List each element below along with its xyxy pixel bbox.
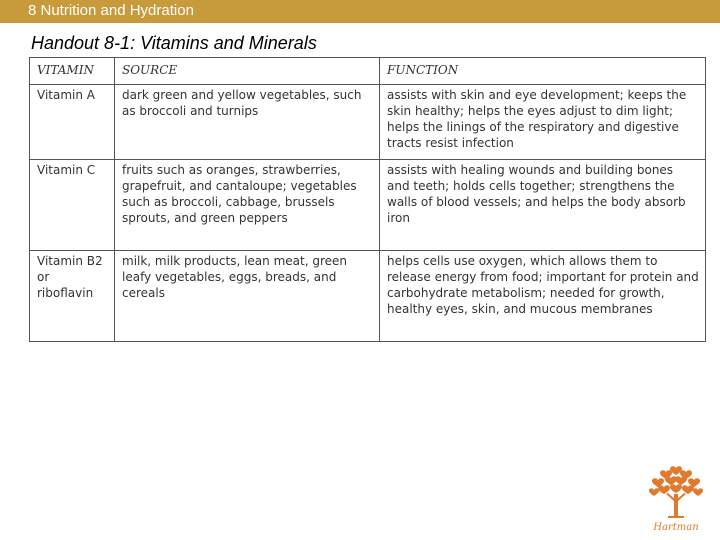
- hartman-logo: [644, 458, 708, 534]
- logo-text: Hartman: [653, 522, 699, 533]
- table-row: [30, 251, 706, 342]
- column-header-source: SOURCE: [115, 58, 380, 85]
- vitamins-table: [29, 57, 706, 342]
- heart-tree-icon: [644, 458, 708, 534]
- table-row: [30, 85, 706, 160]
- column-header-function: FUNCTION: [380, 58, 706, 85]
- cell-function: helps cells use oxygen, which allows them to release energy from food; important for protein and carbohydrate metabolism; needed for growth, healthy eyes, skin, and mucous membranes: [380, 251, 706, 342]
- cell-vitamin: Vitamin B2 or riboflavin: [30, 251, 115, 342]
- column-header-vitamin: VITAMIN: [30, 58, 115, 85]
- table-header-row: [30, 58, 706, 85]
- header-title: 8 Nutrition and Hydration: [28, 2, 194, 19]
- cell-function: assists with healing wounds and building bones and teeth; holds cells together; strengthens the walls of blood vessels; and helps the body absorb iron: [380, 160, 706, 251]
- cell-vitamin: Vitamin A: [30, 85, 115, 160]
- table-row: [30, 160, 706, 251]
- cell-vitamin: Vitamin C: [30, 160, 115, 251]
- cell-source: milk, milk products, lean meat, green leafy vegetables, eggs, breads, and cereals: [115, 251, 380, 342]
- cell-source: dark green and yellow vegetables, such as broccoli and turnips: [115, 85, 380, 160]
- cell-function: assists with skin and eye development; keeps the skin healthy; helps the eyes adjust to dim light; helps the linings of the respiratory and digestive tracts resist infection: [380, 85, 706, 160]
- cell-source: fruits such as oranges, strawberries, grapefruit, and cantaloupe; vegetables such as broccoli, cabbage, brussels sprouts, and green peppers: [115, 160, 380, 251]
- handout-title: Handout 8-1: Vitamins and Minerals: [31, 33, 317, 53]
